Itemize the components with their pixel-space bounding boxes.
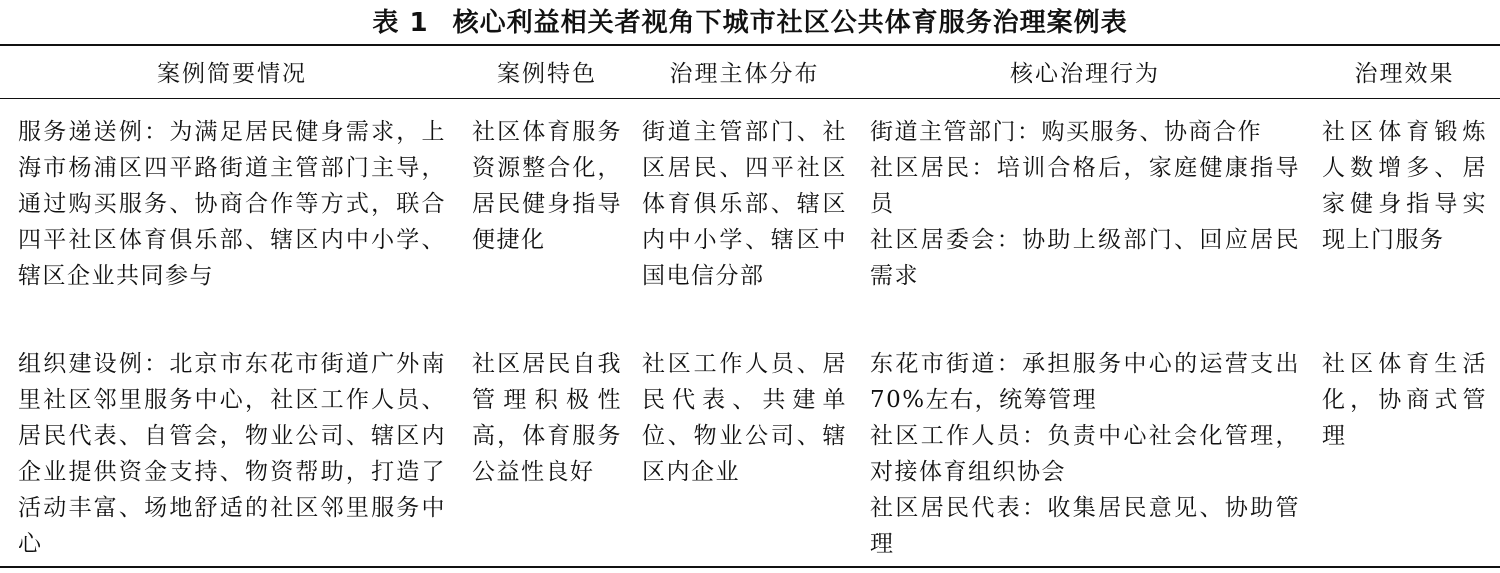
table-caption — [0, 8, 1500, 38]
row2-subjects: 社区工作人员、居民代表、共建单位、物业公司、辖区内企业 — [642, 351, 847, 485]
row2-behavior-1: 东花市街道：承担服务中心的运营支出70%左右，统筹管理 — [870, 351, 1300, 413]
header-governance-effect: 治理效果 — [1354, 61, 1455, 87]
row2-summary: 组织建设例：北京市东花市街道广外南里社区邻里服务中心，社区工作人员、居民代表、自管会，物业公司、辖区内企业提供资金支持、物资帮助，打造了活动丰富、场地舒适的社区邻里服务中心 — [18, 351, 446, 557]
row2-behavior-2: 社区工作人员：负责中心社会化管理，对接体育组织协会 — [870, 423, 1300, 485]
row1-feature: 社区体育服务资源整合化，居民健身指导便捷化 — [472, 119, 622, 253]
top-rule — [0, 44, 1500, 46]
header-case-summary: 案例简要情况 — [157, 61, 307, 87]
row1-behaviors — [870, 114, 1300, 294]
header-governance-subjects: 治理主体分布 — [669, 61, 820, 87]
table-title: 核心利益相关者视角下城市社区公共体育服务治理案例表 — [452, 8, 1128, 38]
row1-summary: 服务递送例：为满足居民健身需求，上海市杨浦区四平路街道主管部门主导，通过购买服务、协商合作等方式，联合四平社区体育俱乐部、辖区内中小学、辖区企业共同参与 — [18, 119, 446, 289]
row2-feature: 社区居民自我管理积极性高，体育服务公益性良好 — [472, 351, 622, 485]
header-core-behaviors: 核心治理行为 — [1010, 61, 1160, 87]
row2-effect: 社区体育生活化，协商式管理 — [1322, 351, 1487, 449]
row1-behavior-3: 社区居委会：协助上级部门、回应居民需求 — [870, 227, 1300, 289]
header-case-feature: 案例特色 — [497, 61, 597, 87]
header-rule — [0, 98, 1500, 99]
row1-behavior-1: 街道主管部门：购买服务、协商合作 — [870, 119, 1262, 145]
row1-subjects: 街道主管部门、社区居民、四平社区体育俱乐部、辖区内中小学、辖区中国电信分部 — [642, 119, 847, 289]
bottom-rule — [0, 566, 1500, 568]
row1-effect: 社区体育锻炼人数增多、居家健身指导实现上门服务 — [1322, 119, 1487, 253]
row2-behavior-3: 社区居民代表：收集居民意见、协助管理 — [870, 495, 1300, 557]
row1-behavior-2: 社区居民：培训合格后，家庭健康指导员 — [870, 155, 1300, 217]
row2-behaviors — [870, 346, 1300, 562]
table-number: 表 1 — [372, 8, 429, 38]
